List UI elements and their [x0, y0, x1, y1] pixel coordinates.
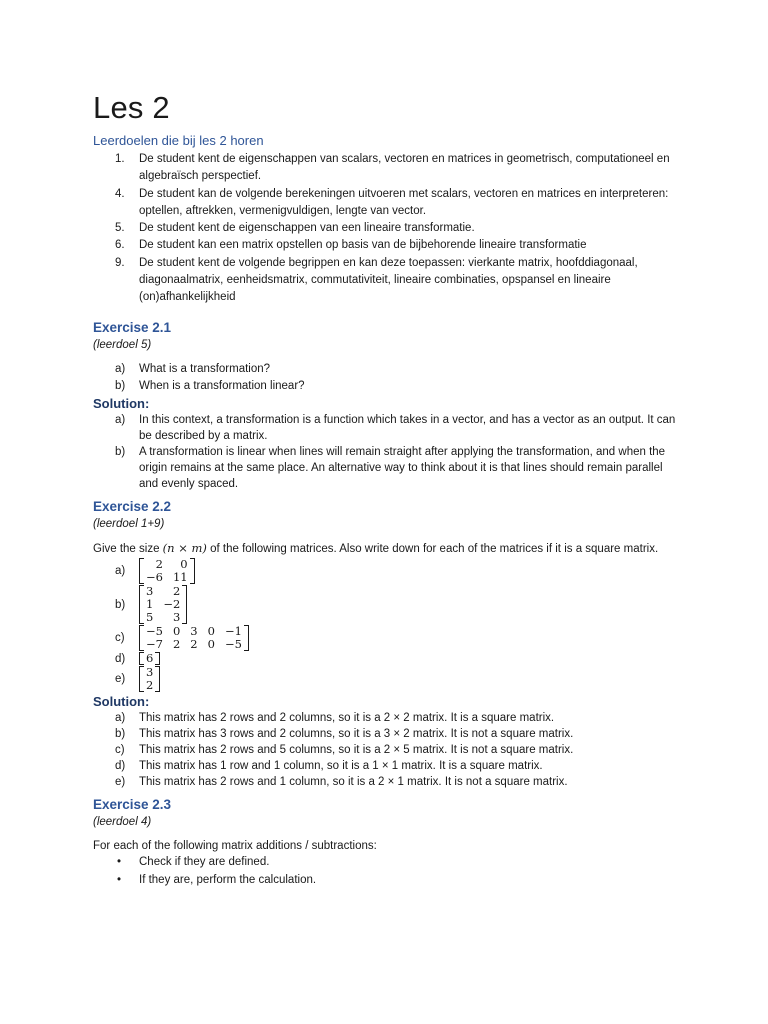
list-item: • If they are, perform the calculation.	[93, 872, 678, 889]
matrix	[139, 585, 187, 624]
matrix-cell: −7	[146, 637, 163, 652]
exercise-2-2-intro: Give the size (n × m) of the following matrices. Also write down for each of the matrices if it is a square matrix.	[93, 541, 659, 556]
list-item: a) What is a transformation?	[115, 362, 271, 375]
list-item: 5. De student kent de eigenschappen van een lineaire transformatie.	[115, 222, 475, 235]
matrix-cell: 3	[172, 610, 181, 625]
matrix-cell: −6	[146, 570, 163, 585]
matrix-cell: 0	[207, 637, 215, 652]
solution-heading: Solution:	[93, 694, 150, 710]
matrix-cell: 2	[155, 557, 163, 572]
matrix-label: c)	[115, 632, 125, 645]
matrix	[139, 666, 160, 692]
list-item: 1. De student kent de eigenschappen van scalars, vectoren en matrices in geometrisch, computationeel en algebraïsch perspectief.	[115, 153, 670, 183]
matrix-label: a)	[115, 565, 126, 578]
list-item: b) When is a transformation linear?	[115, 379, 305, 392]
matrix-cell: 5	[146, 610, 154, 625]
exercise-2-3-bullets	[93, 854, 678, 889]
matrix-cell: 0	[172, 624, 181, 639]
exercise-2-1-solutions	[93, 412, 678, 492]
matrix-label: b)	[115, 598, 126, 611]
matrix-item	[93, 558, 678, 584]
matrix	[139, 625, 249, 651]
exercise-2-3-heading: Exercise 2.3	[93, 797, 172, 813]
matrix-cell: −1	[224, 624, 242, 639]
matrix-label: d)	[115, 652, 126, 665]
exercise-2-1-heading: Exercise 2.1	[93, 319, 172, 335]
matrix-cell: 11	[172, 570, 188, 585]
matrix-cell: 6	[146, 651, 154, 666]
matrix-cell: 2	[172, 637, 181, 652]
exercise-2-1-questions	[93, 361, 678, 396]
matrix	[139, 652, 160, 665]
list-item: a) This matrix has 2 rows and 2 columns, so it is a 2 × 2 matrix. It is a square matrix.	[115, 712, 555, 725]
matrix-cell: 2	[190, 637, 198, 652]
matrix-cell: 0	[207, 624, 215, 639]
matrix-cell: −5	[224, 637, 242, 652]
matrix-list	[93, 558, 678, 692]
learning-goals-list	[93, 151, 678, 307]
matrix-cell: 3	[146, 584, 154, 599]
list-item: 4. De student kan de volgende berekeningen uitvoeren met scalars, vectoren en matrices en interpreteren: optellen, aftrekken, vermenigvuldigen, lengte van vector.	[115, 187, 669, 217]
matrix-cell: 2	[146, 678, 154, 693]
matrix-cell: −5	[146, 624, 163, 639]
list-item: 6. De student kan een matrix opstellen op basis van de bijbehorende lineaire transformatie	[115, 239, 587, 252]
learning-goals-heading: Leerdoelen die bij les 2 horen	[93, 133, 264, 148]
exercise-2-2-goal: (leerdoel 1+9)	[93, 518, 165, 531]
exercise-2-3-intro: For each of the following matrix additions / subtractions:	[93, 840, 377, 853]
document-page	[93, 88, 678, 889]
list-item: • Check if they are defined.	[93, 854, 678, 871]
matrix-item	[93, 585, 678, 624]
matrix-item	[93, 625, 678, 651]
matrix	[139, 558, 195, 584]
list-item: e) This matrix has 2 rows and 1 column, so it is a 2 × 1 matrix. It is not a square matrix.	[115, 776, 568, 789]
matrix-cell: −2	[163, 597, 181, 612]
matrix-item	[93, 666, 678, 692]
bullet-icon: •	[117, 856, 122, 869]
matrix-cell: 3	[146, 665, 154, 680]
list-item: 9. De student kent de volgende begrippen en kan deze toepassen: vierkante matrix, hoofddiagonaal, diagonaalmatrix, eenheidsmatrix, commutativiteit, lineaire combinaties, opspansel en lineaire (on)afhankelijkheid	[115, 256, 638, 304]
exercise-2-1-goal: (leerdoel 5)	[93, 338, 152, 351]
matrix-label: e)	[115, 673, 126, 686]
list-item: d) This matrix has 1 row and 1 column, so it is a 1 × 1 matrix. It is a square matrix.	[115, 760, 543, 773]
bullet-icon: •	[117, 873, 122, 886]
list-item: c) This matrix has 2 rows and 5 columns, so it is a 2 × 5 matrix. It is not a square matrix.	[115, 744, 574, 757]
matrix-item	[93, 652, 678, 665]
exercise-2-3-goal: (leerdoel 4)	[93, 816, 152, 829]
list-item: a) In this context, a transformation is a function which takes in a vector, and has a vector as an output. It can be described by a matrix.	[115, 414, 676, 443]
list-item: b) This matrix has 3 rows and 2 columns, so it is a 3 × 2 matrix. It is not a square matrix.	[115, 728, 574, 741]
matrix-cell: 2	[172, 584, 181, 599]
page-title: Les 2	[93, 90, 170, 125]
matrix-cell: 0	[180, 557, 188, 572]
matrix-cell: 1	[146, 597, 154, 612]
matrix-cell: 3	[190, 624, 198, 639]
solution-heading: Solution:	[93, 396, 150, 412]
exercise-2-2-solutions	[93, 710, 678, 790]
exercise-2-2-heading: Exercise 2.2	[93, 499, 172, 515]
list-item: b) A transformation is linear when lines will remain straight after applying the transformation, and when the origin remains at the same place. An alternative way to think about it is that lines should remain parallel and evenly spaced.	[115, 446, 666, 491]
